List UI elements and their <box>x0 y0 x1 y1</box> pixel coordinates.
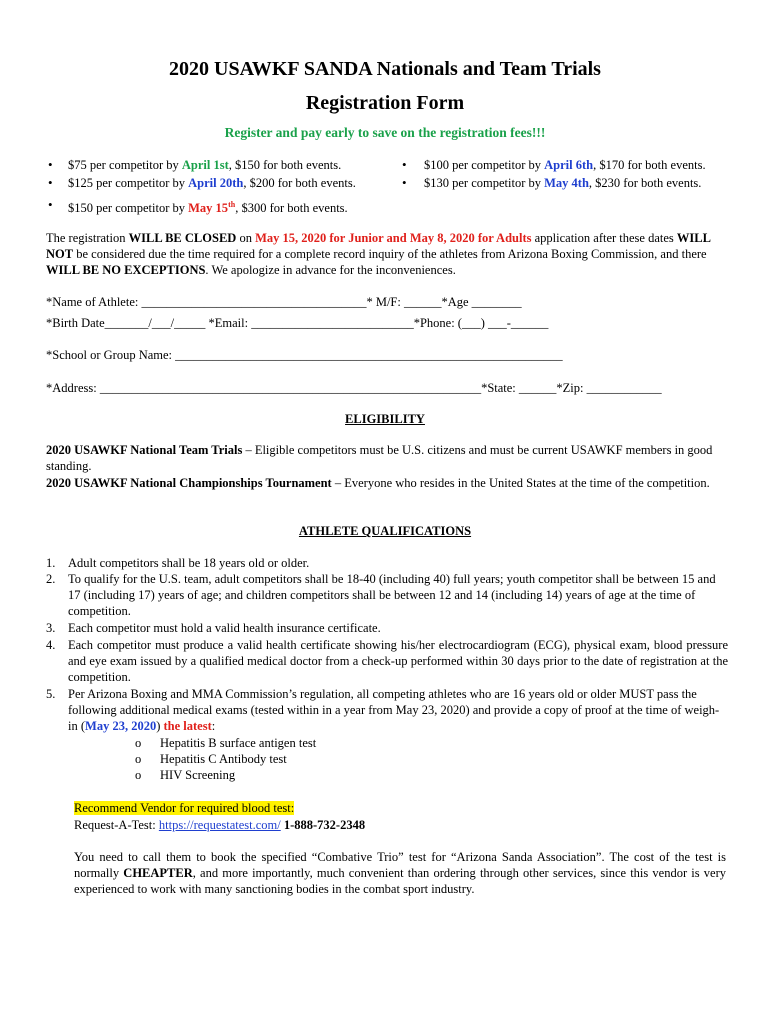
vendor-link[interactable]: https://requestatest.com/ <box>158 818 281 832</box>
fee-post: , $200 for both events. <box>243 176 356 190</box>
weigh-in-date: May 23, 2020 <box>85 719 157 733</box>
closing-text: The registration <box>46 231 129 245</box>
bullet-icon: • <box>48 175 53 190</box>
closing-text: . We apologize in advance for the inconveniences. <box>205 263 456 277</box>
closing-deadline: May 15, 2020 for Junior and May 8, 2020 for Adults <box>255 231 532 245</box>
eligibility-heading: ELIGIBILITY <box>345 412 425 426</box>
address-line[interactable]: *Address: _____________________________________________________________*State: ______*Zip: ____________ <box>46 381 662 395</box>
eligibility-text: – Eligible competitors must be U.S. citizens and must be current USAWKF members in good standing. <box>46 443 713 473</box>
bullet-icon: • <box>402 157 407 172</box>
birth-email-phone-line[interactable]: *Birth Date_______/___/_____ *Email: __________________________*Phone: (___) ___-______ <box>46 316 549 330</box>
bullet-icon: • <box>402 175 407 190</box>
page-title: 2020 USAWKF SANDA Nationals and Team Trials <box>169 58 601 80</box>
circle-bullet-icon: o <box>135 752 142 766</box>
list-number: 2. <box>46 572 56 586</box>
fee-date: April 6th <box>544 158 594 172</box>
vendor-highlight: Recommend Vendor for required blood test: <box>74 801 295 815</box>
fee-item <box>68 175 356 191</box>
fee-date: April 20th <box>188 176 244 190</box>
fee-date: May 4th <box>544 176 589 190</box>
fee-date: April 1st <box>181 158 229 172</box>
medical-exam-item: Hepatitis B surface antigen test <box>160 736 317 750</box>
qualification-text: : <box>211 719 216 733</box>
circle-bullet-icon: o <box>135 768 142 782</box>
qualification-item <box>68 686 728 734</box>
fee-item <box>424 175 701 191</box>
list-number: 4. <box>46 638 56 652</box>
vendor-heading <box>74 800 294 816</box>
closing-text: be considered due the time required for a complete record inquiry of the athletes from Arizona Boxing Commission, and there <box>73 247 707 261</box>
qualification-text: ) <box>156 719 164 733</box>
eligibility-label: 2020 USAWKF National Championships Tournament <box>46 476 332 490</box>
eligibility-team-trials <box>46 442 726 474</box>
vendor-note-text: You need to call them to book the specified “Combative Trio” test for “Arizona Sanda Association”. The cost of the test is normally <box>74 850 726 880</box>
qualification-item: Adult competitors shall be 18 years old or older. <box>68 556 310 570</box>
athlete-info-line[interactable]: *Name of Athlete: ____________________________________* M/F: ______*Age ________ <box>46 295 522 309</box>
fee-pre: $150 per competitor by <box>68 201 189 216</box>
eligibility-text: – Everyone who resides in the United States at the time of the competition. <box>331 476 710 490</box>
closing-text: on <box>236 231 256 245</box>
vendor-label: Request-A-Test: <box>74 818 159 832</box>
eligibility-label: 2020 USAWKF National Team Trials <box>46 443 243 457</box>
vendor-phone: 1-888-732-2348 <box>280 818 366 832</box>
qualification-item: Each competitor must produce a valid health certificate showing his/her electrocardiogram (ECG), physical exam, blood pressure and eye exam issued by a qualified medical doctor from a check-up performed within 30 days prior to the date of registration at the competition. <box>68 638 728 684</box>
page-subtitle: Registration Form <box>305 92 465 114</box>
eligibility-championships <box>46 475 726 491</box>
fee-post: , $170 for both events. <box>593 158 706 172</box>
latest-label: the latest <box>163 719 212 733</box>
bullet-icon: • <box>48 157 53 172</box>
qualification-text: Per Arizona Boxing and MMA Commission’s regulation, all competing athletes who are 16 years old or older MUST pass the following additional medical exams (tested within in a year from May 23, 2020) and provide a copy of proof at the time of weigh-in ( <box>68 687 720 733</box>
bullet-icon: • <box>48 197 53 212</box>
qualification-item: To qualify for the U.S. team, adult competitors shall be 18-40 (including 40) full years; youth competitor shall be between 15 and 17 (including 17) years of age; and children competitors shall be between 12 and 14 (including 14) years of age at the time of competition. <box>68 572 716 618</box>
vendor-contact <box>74 817 365 833</box>
vendor-note <box>74 849 726 897</box>
fee-date: May 15 <box>188 201 229 216</box>
fee-post: , $230 for both events. <box>588 176 702 190</box>
fee-post: , $150 for both events. <box>228 158 342 172</box>
list-number: 3. <box>46 621 56 635</box>
closing-emphasis: WILL BE NO EXCEPTIONS <box>46 263 206 277</box>
fee-post: , $300 for both events. <box>235 201 348 216</box>
fee-date-suffix: th <box>228 200 236 209</box>
vendor-note-emphasis: CHEAPTER <box>123 866 193 880</box>
fee-pre: $100 per competitor by <box>424 158 545 172</box>
school-group-line[interactable]: *School or Group Name: ______________________________________________________________ <box>46 348 563 362</box>
list-number: 5. <box>46 687 56 701</box>
qualifications-heading: ATHLETE QUALIFICATIONS <box>298 524 472 538</box>
qualification-item: Each competitor must hold a valid health insurance certificate. <box>68 621 381 635</box>
fee-item <box>68 157 341 173</box>
closing-notice <box>46 230 726 278</box>
closing-text: application after these dates <box>531 231 677 245</box>
closing-emphasis: WILL NOT <box>46 231 711 261</box>
promo-text: Register and pay early to save on the registration fees!!! <box>224 125 546 140</box>
medical-exam-item: Hepatitis C Antibody test <box>160 752 287 766</box>
fee-item <box>424 157 706 173</box>
circle-bullet-icon: o <box>135 736 142 750</box>
fee-item <box>68 197 348 216</box>
fee-pre: $75 per competitor by <box>68 158 182 172</box>
fee-pre: $130 per competitor by <box>424 176 545 190</box>
medical-exam-item: HIV Screening <box>160 768 236 782</box>
fee-pre: $125 per competitor by <box>68 176 189 190</box>
vendor-note-text: , and more importantly, much convenient than ordering through other services, since this vendor is very experienced to work with many sanctioning bodies in the combat sport industry. <box>74 866 726 896</box>
list-number: 1. <box>46 556 56 570</box>
closing-emphasis: WILL BE CLOSED <box>128 231 237 245</box>
